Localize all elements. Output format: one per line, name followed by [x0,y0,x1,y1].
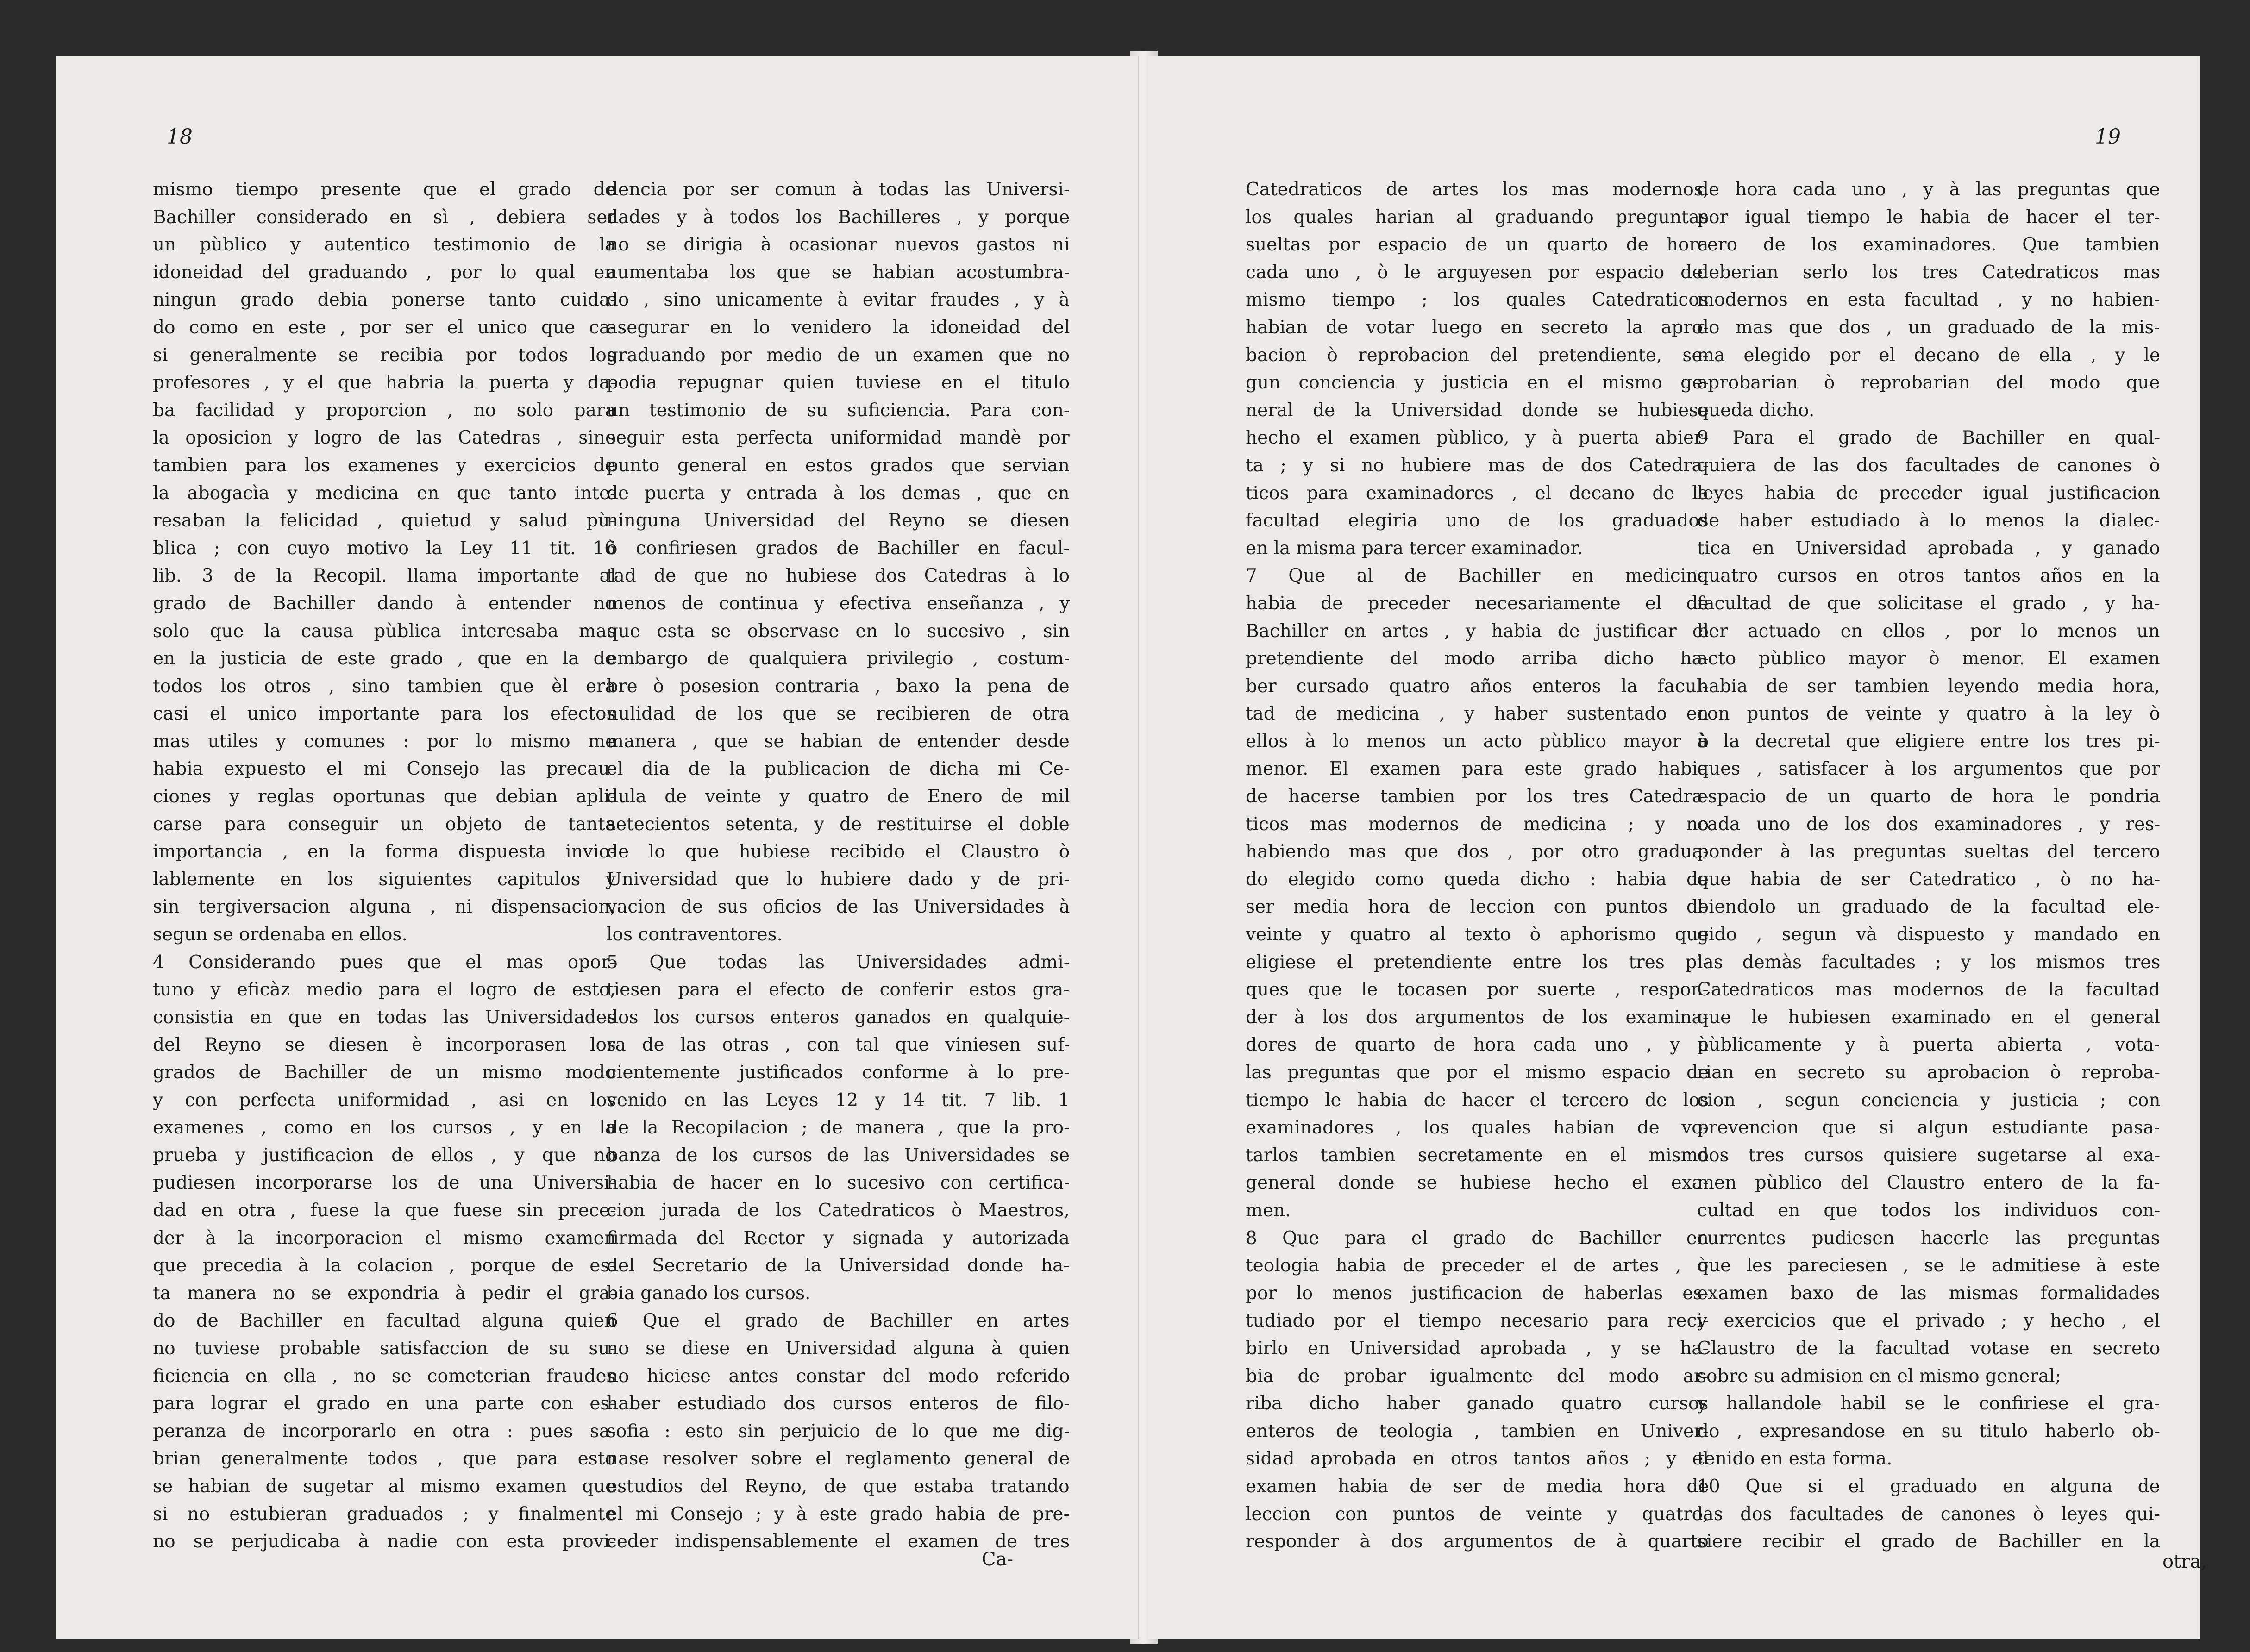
text-line: deberian serlo los tres Catedraticos mas [1697,262,2161,283]
text-line: el dia de la publicacion de dicha mi Ce- [607,758,1070,780]
text-line: eligiese el pretendiente entre los tres pi- [1246,951,1709,973]
text-line: Bachiller en artes , y habia de justificar el [1246,620,1709,642]
text-line: à la decretal que eligiere entre los tres pi- [1697,731,2161,752]
text-line: dades y à todos los Bachilleres , y porque [607,206,1070,228]
left-page [56,56,1139,1639]
text-line: tiesen para el efecto de conferir estos gra- [607,979,1070,1001]
text-line: cero de los examinadores. Que tambien [1697,234,2160,256]
text-line: ques que le tocasen por suerte , respon- [1246,979,1709,1001]
left-column-2 [607,176,1070,1556]
text-line: cada uno , ò le arguyesen por espacio del [1246,262,1709,283]
text-line: sin tergiversacion alguna , ni dispensacion, [153,896,616,918]
text-line: birlo en Universidad aprobada , y se ha- [1246,1338,1709,1359]
text-line: ta ; y si no hubiere mas de dos Catedra- [1246,455,1709,476]
text-line: habia expuesto el mi Consejo las precau- [153,758,616,780]
text-line: si generalmente se recibia por todos los [153,344,616,366]
text-line: seguir esta perfecta uniformidad mandè por [607,427,1070,449]
text-line: Catedraticos de artes los mas modernos, [1246,179,1709,200]
text-line: el mi Consejo ; y à este grado habia de pre- [607,1503,1070,1525]
text-line: ques , satisfacer à los argumentos que por [1697,758,2160,780]
text-line: tarlos tambien secretamente en el mismo [1246,1145,1709,1166]
text-line: dencia por ser comun à todas las Universi- [607,179,1070,200]
text-line: haber estudiado dos cursos enteros de filo- [607,1393,1070,1414]
right-column-1 [1246,176,1709,1556]
text-line: 9 Para el grado de Bachiller en qual- [1697,427,2161,449]
text-line: do como en este , por ser el unico que ca- [153,317,616,338]
text-line: der à la incorporacion el mismo examen [153,1227,616,1249]
text-line: habia de preceder necesariamente el de [1246,593,1709,614]
right-catchword: otra, [2162,1551,2207,1572]
text-line: men. [1246,1200,1291,1221]
text-line: idoneidad del graduando , por lo qual en [153,262,616,283]
text-line: ninguna Universidad del Reyno se diesen [607,510,1070,532]
text-line: de la Recopilacion ; de manera , que la pro- [607,1117,1070,1139]
text-line: consistia en que en todas las Universidades [153,1007,616,1028]
text-line: bacion ò reprobacion del pretendiente, se- [1246,344,1709,366]
text-line: rian en secreto su aprobacion ò reproba- [1697,1062,2161,1083]
text-line: grados de Bachiller de un mismo modo [153,1062,616,1083]
text-line: en la misma para tercer examinador. [1246,538,1583,559]
text-line: ber cursado quatro años enteros la facul- [1246,676,1709,697]
text-line: manera , que se habian de entender desde [607,731,1070,752]
text-line: ficiencia en ella , no se cometerian fraudes [153,1365,616,1387]
text-line: que esta se observase en lo sucesivo , sin [607,620,1070,642]
text-line: peranza de incorporarlo en otra : pues sa- [153,1420,616,1442]
right-page-number: 19 [2095,125,2121,149]
text-line: y exercicios que el privado ; y hecho , el [1697,1310,2160,1332]
text-line: en la justicia de este grado , que en la de [153,648,616,670]
text-line: habia de ser tambien leyendo media hora, [1697,676,2160,697]
right-column-2 [1697,176,2160,1556]
text-line: segun se ordenaba en ellos. [153,924,407,945]
text-line: enteros de teologia , tambien en Univer- [1246,1420,1709,1442]
text-line: habiendo mas que dos , por otro gradua- [1246,841,1709,863]
text-line: leyes habia de preceder igual justificacion [1697,482,2160,504]
text-line: ningun grado debia ponerse tanto cuida- [153,289,616,311]
text-line: facultad elegiria uno de los graduados [1246,510,1709,532]
text-line: ceder indispensablemente el examen de tres [607,1531,1070,1552]
text-line: prevencion que si algun estudiante pasa- [1697,1117,2160,1139]
text-line: sofia : esto sin perjuicio de lo que me dig- [607,1420,1070,1442]
text-line: gun conciencia y justicia en el mismo ge- [1246,372,1709,394]
text-line: profesores , y el que habria la puerta y da- [153,372,616,394]
text-line: nase resolver sobre el reglamento general de [607,1448,1070,1470]
text-line: tudiado por el tiempo necesario para reci- [1246,1310,1709,1332]
text-line: graduando por medio de un examen que no [607,344,1070,366]
text-line: 10 Que si el graduado en alguna de [1697,1476,2160,1497]
text-line: aprobarian ò reprobarian del modo que [1697,372,2160,394]
text-line: cientemente justificados conforme à lo pre- [607,1062,1070,1083]
text-line: veinte y quatro al texto ò aphorismo que [1246,924,1709,945]
text-line: tica en Universidad aprobada , y ganado [1697,538,2160,559]
text-line: cion , segun conciencia y justicia ; con [1697,1089,2161,1111]
text-line: examen habia de ser de media hora de [1246,1476,1709,1497]
text-line: leccion con puntos de veinte y quatro, [1246,1503,1709,1525]
text-line: quatro cursos en otros tantos años en la [1697,565,2160,587]
text-line: 8 Que para el grado de Bachiller en [1246,1227,1709,1249]
text-line: 4 Considerando pues que el mas opor- [153,951,616,973]
text-line: biendolo un graduado de la facultad ele- [1697,896,2160,918]
text-line: no tuviese probable satisfaccion de su su- [153,1338,616,1359]
text-line: der à los dos argumentos de los examina- [1246,1007,1709,1028]
text-line: siere recibir el grado de Bachiller en la [1697,1531,2161,1552]
text-line: pùblicamente y à puerta abierta , vota- [1697,1034,2160,1056]
text-line: no se perjudicaba à nadie con esta provi- [153,1531,616,1552]
text-line: no hiciese antes constar del modo referido [607,1365,1070,1387]
text-line: cion jurada de los Catedraticos ò Maestros, [607,1200,1070,1221]
text-line: mismo tiempo ; los quales Catedraticos [1246,289,1709,311]
text-line: resaban la felicidad , quietud y salud pù- [153,510,616,532]
text-line: que le hubiesen examinado en el general [1697,1007,2161,1028]
text-line: lib. 3 de la Recopil. llama importante al [153,565,616,587]
text-line: ciones y reglas oportunas que debian apli- [153,786,616,807]
text-line: cada uno de los dos examinadores , y res- [1697,813,2161,835]
text-line: por igual tiempo le habia de hacer el ter- [1697,206,2160,228]
text-line: ser media hora de leccion con puntos de [1246,896,1709,918]
text-line: Claustro de la facultad votase en secreto [1697,1338,2161,1359]
text-line: la oposicion y logro de las Catedras , sino [153,427,616,449]
text-line: y con perfecta uniformidad , asi en los [153,1089,616,1111]
text-line: de puerta y entrada à los demas , que en [607,482,1070,504]
text-line: dula de veinte y quatro de Enero de mil [607,786,1070,807]
text-line: ma elegido por el decano de ella , y le [1697,344,2161,366]
text-line: neral de la Universidad donde se hubiese [1246,400,1709,421]
right-page [1148,56,2207,1639]
text-line: dores de quarto de hora cada uno , y à [1246,1034,1709,1056]
text-line: carse para conseguir un objeto de tanta [153,813,616,835]
text-line: vacion de sus oficios de las Universidades à [607,896,1070,918]
text-line: menos de continua y efectiva enseñanza , y [607,593,1070,614]
text-line: queda dicho. [1697,400,1815,421]
text-line: 5 Que todas las Universidades admi- [607,951,1070,973]
text-line: quiera de las dos facultades de canones ò [1697,455,2161,476]
text-line: tiempo le habia de hacer el tercero de los [1246,1089,1709,1111]
text-line: ber actuado en ellos , por lo menos un [1697,620,2160,642]
text-line: firmada del Rector y signada y autorizada [607,1227,1070,1249]
text-line: por lo menos justificacion de haberlas es- [1246,1283,1709,1304]
left-page-number: 18 [167,125,193,149]
text-line: tad de medicina , y haber sustentado en [1246,703,1709,725]
text-line: sidad aprobada en otros tantos años ; y el [1246,1448,1709,1470]
text-line: dos los cursos enteros ganados en qualquie- [607,1007,1070,1028]
text-line: cultad en que todos los individuos con- [1697,1200,2161,1221]
text-line: general donde se hubiese hecho el exa- [1246,1172,1709,1194]
text-line: menor. El examen para este grado habia [1246,758,1709,780]
text-line: tad de que no hubiese dos Catedras à lo [607,565,1070,587]
text-line: que precedia à la colacion , porque de es- [153,1255,616,1277]
text-line: brian generalmente todos , que para esto [153,1448,616,1470]
text-line: los quales harian al graduando preguntas [1246,206,1709,228]
text-line: lablemente en los siguientes capitulos y [153,869,616,890]
text-line: ellos à lo menos un acto pùblico mayor ò [1246,731,1709,752]
text-line: do mas que dos , un graduado de la mis- [1697,317,2160,338]
text-line: ra de las otras , con tal que viniesen suf- [607,1034,1070,1056]
text-line: y hallandole habil se le confiriese el gra- [1697,1393,2160,1414]
text-line: con puntos de veinte y quatro à la ley ò [1697,703,2161,725]
text-line: 7 Que al de Bachiller en medicina [1246,565,1709,587]
text-line: teologia habia de preceder el de artes , ò [1246,1255,1709,1277]
text-line: de hora cada uno , y à las preguntas que [1697,179,2160,200]
text-line: solo que la causa pùblica interesaba mas [153,620,616,642]
text-line: sobre su admision en el mismo general; [1697,1365,2061,1387]
left-column-1 [153,176,616,1556]
text-line: habia de hacer en lo sucesivo con certifica- [607,1172,1070,1194]
text-line: del Reyno se diesen è incorporasen los [153,1034,616,1056]
text-line: bre ò posesion contraria , baxo la pena de [607,676,1070,697]
text-line: las dos facultades de canones ò leyes qui- [1697,1503,2160,1525]
text-line: Bachiller considerado en sì , debiera ser [153,206,616,228]
text-line: tambien para los examenes y exercicios de [153,455,616,476]
text-line: hecho el examen pùblico, y à puerta abier- [1246,427,1709,449]
text-line: espacio de un quarto de hora le pondria [1697,786,2161,807]
text-line: ponder à las preguntas sueltas del tercero [1697,841,2161,863]
text-line: dos tres cursos quisiere sugetarse al exa- [1697,1145,2161,1166]
text-line: de hacerse tambien por los tres Catedra- [1246,786,1709,807]
text-line: aumentaba los que se habian acostumbra- [607,262,1070,283]
text-line: blica ; con cuyo motivo la Ley 11 tit. 16 [153,538,616,559]
text-line: no se diese en Universidad alguna à quien [607,1338,1070,1359]
text-line: un pùblico y autentico testimonio de la [153,234,616,256]
text-line: modernos en esta facultad , y no habien- [1697,289,2160,311]
text-line: que les pareciesen , se le admitiese à este [1697,1255,2160,1277]
left-catchword: Ca- [982,1549,1013,1570]
text-line: embargo de qualquiera privilegio , costum- [607,648,1070,670]
text-line: do elegido como queda dicho : habia de [1246,869,1709,890]
text-line: currentes pudiesen hacerle las preguntas [1697,1227,2160,1249]
text-line: dad en otra , fuese la que fuese sin prece- [153,1200,616,1221]
text-line: casi el unico importante para los efectos [153,703,616,725]
text-line: pretendiente del modo arriba dicho ha- [1246,648,1709,670]
text-line: bia ganado los cursos. [607,1283,811,1304]
text-line: 6 Que el grado de Bachiller en artes [607,1310,1070,1332]
text-line: Catedraticos mas modernos de la facultad [1697,979,2160,1001]
text-line: estudios del Reyno, de que estaba tratando [607,1476,1070,1497]
text-line: ba facilidad y proporcion , no solo para [153,400,616,421]
text-line: banza de los cursos de las Universidades se [607,1145,1070,1166]
text-line: importancia , en la forma dispuesta invio- [153,841,616,863]
text-line: si no estubieran graduados ; y finalmente [153,1503,616,1525]
text-line: do de Bachiller en facultad alguna quien [153,1310,616,1332]
text-line: venido en las Leyes 12 y 14 tit. 7 lib. 1 [607,1089,1070,1111]
text-line: do , sino unicamente à evitar fraudes , y à [607,289,1070,311]
text-line: acto pùblico mayor ò menor. El examen [1697,648,2160,670]
text-line: del Secretario de la Universidad donde ha- [607,1255,1070,1277]
text-line: mismo tiempo presente que el grado de [153,179,616,200]
text-line: prueba y justificacion de ellos , y que no [153,1145,616,1166]
text-line: examinadores , los quales habian de vo- [1246,1117,1709,1139]
text-line: setecientos setenta, y de restituirse el doble [607,813,1070,835]
text-line: ò confiriesen grados de Bachiller en facul- [607,538,1070,559]
text-line: Universidad que lo hubiere dado y de pri- [607,869,1070,890]
text-line: nulidad de los que se recibieren de otra [607,703,1070,725]
text-line: las demàs facultades ; y los mismos tres [1697,951,2161,973]
text-line: los contraventores. [607,924,783,945]
text-line: bia de probar igualmente del modo ar- [1246,1365,1709,1387]
text-line: tenido en esta forma. [1697,1448,1893,1470]
text-line: mas utiles y comunes : por lo mismo me [153,731,616,752]
text-line: ticos para examinadores , el decano de la [1246,482,1709,504]
text-line: punto general en estos grados que servian [607,455,1070,476]
text-line: riba dicho haber ganado quatro cursos [1246,1393,1709,1414]
text-line: habian de votar luego en secreto la apro- [1246,317,1709,338]
text-line: do , expresandose en su titulo haberlo ob- [1697,1420,2161,1442]
text-line: de lo que hubiese recibido el Claustro ò [607,841,1070,863]
text-line: no se dirigia à ocasionar nuevos gastos ni [607,234,1070,256]
text-line: gido , segun và dispuesto y mandado en [1697,924,2160,945]
text-line: la abogacìa y medicina en que tanto inte- [153,482,616,504]
text-line: examen baxo de las mismas formalidades [1697,1283,2160,1304]
text-line: se habian de sugetar al mismo examen que [153,1476,616,1497]
text-line: facultad de que solicitase el grado , y ha- [1697,593,2161,614]
text-line: sueltas por espacio de un quarto de hora [1246,234,1709,256]
text-line: un testimonio de su suficiencia. Para con- [607,400,1070,421]
text-line: todos los otros , sino tambien que èl era [153,676,616,697]
text-line: grado de Bachiller dando à entender no [153,593,616,614]
text-line: responder à dos argumentos de à quarto [1246,1531,1709,1552]
text-line: men pùblico del Claustro entero de la fa- [1697,1172,2160,1194]
text-line: las preguntas que por el mismo espacio de [1246,1062,1709,1083]
text-line: que habia de ser Catedratico , ò no ha- [1697,869,2161,890]
text-line: examenes , como en los cursos , y en la [153,1117,616,1139]
text-line: podia repugnar quien tuviese en el titulo [607,372,1070,394]
text-line: de haber estudiado à lo menos la dialec- [1697,510,2160,532]
text-line: asegurar en lo venidero la idoneidad del [607,317,1070,338]
text-line: tuno y eficàz medio para el logro de esto, [153,979,616,1001]
text-line: pudiesen incorporarse los de una Universi- [153,1172,616,1194]
text-line: ta manera no se expondria à pedir el gra- [153,1283,616,1304]
text-line: ticos mas modernos de medicina ; y no [1246,813,1709,835]
text-line: para lograr el grado en una parte con es- [153,1393,616,1414]
